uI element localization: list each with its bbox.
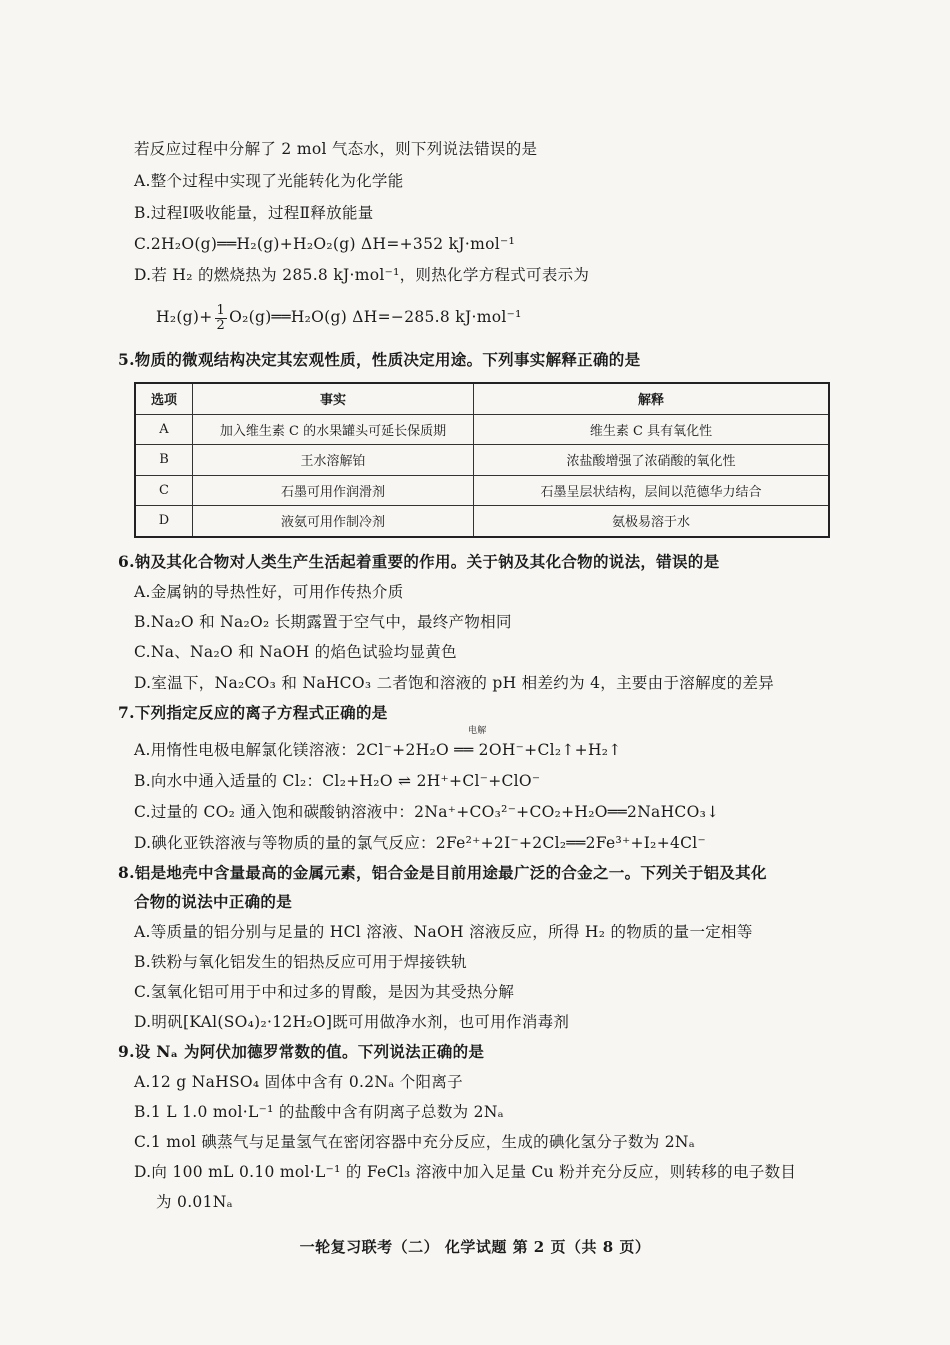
q8-option-c: C.氢氧化铝可用于中和过多的胃酸，是因为其受热分解 (134, 983, 515, 1001)
q9-option-d-continuation: 为 0.01Nₐ (156, 1193, 233, 1211)
q4-eq-right: O₂(g)══H₂O(g) ΔH=−285.8 kJ·mol⁻¹ (229, 308, 522, 326)
row-option: B (135, 445, 193, 476)
row-fact: 液氨可用作制冷剂 (193, 506, 474, 537)
q9-option-c: C.1 mol 碘蒸气与足量氢气在密闭容器中充分反应，生成的碘化氢分子数为 2Nₐ (134, 1133, 696, 1151)
q8-option-a: A.等质量的铝分别与足量的 HCl 溶液、NaOH 溶液反应，所得 H₂ 的物质的量一定相等 (134, 923, 753, 941)
q7-option-d: D.碘化亚铁溶液与等物质的量的氯气反应：2Fe²⁺+2I⁻+2Cl₂══2Fe³⁺+I₂+4Cl⁻ (134, 834, 707, 852)
table-header-row (135, 383, 829, 414)
row-explanation: 石墨呈层状结构，层间以范德华力结合 (474, 475, 830, 506)
row-fact: 石墨可用作润滑剂 (193, 475, 474, 506)
row-fact: 王水溶解铂 (193, 445, 474, 476)
row-explanation: 氨极易溶于水 (474, 506, 830, 537)
header-explanation: 解释 (474, 383, 830, 414)
row-option: A (135, 414, 193, 445)
q8-stem-line1: 8.铝是地壳中含量最高的金属元素，铝合金是目前用途最广泛的合金之一。下列关于铝及其化 (118, 863, 767, 882)
q4-option-a: A.整个过程中实现了光能转化为化学能 (134, 172, 404, 190)
half-fraction (215, 304, 228, 333)
header-fact: 事实 (193, 383, 474, 414)
row-fact: 加入维生素 C 的水果罐头可延长保质期 (193, 414, 474, 445)
q6-stem: 6.钠及其化合物对人类生产生活起着重要的作用。关于钠及其化合物的说法，错误的是 (118, 552, 720, 571)
q7-option-c: C.过量的 CO₂ 通入饱和碳酸钠溶液中：2Na⁺+CO₃²⁻+CO₂+H₂O══2NaHCO₃↓ (134, 803, 720, 821)
q4-option-d: D.若 H₂ 的燃烧热为 285.8 kJ·mol⁻¹，则热化学方程式可表示为 (134, 266, 590, 284)
q9-stem: 9.设 Nₐ 为阿伏加德罗常数的值。下列说法正确的是 (118, 1042, 485, 1061)
electrolysis-label: 电解 (468, 726, 487, 736)
q8-option-b: B.铁粉与氧化铝发生的铝热反应可用于焊接铁轨 (134, 953, 467, 971)
q4-equation (156, 302, 522, 333)
fraction-numerator: 1 (216, 302, 226, 318)
q4-stem: 若反应过程中分解了 2 mol 气态水，则下列说法错误的是 (134, 140, 538, 158)
q7-option-b: B.向水中通入适量的 Cl₂：Cl₂+H₂O ⇌ 2H⁺+Cl⁻+ClO⁻ (134, 772, 541, 790)
table-row (135, 475, 829, 506)
row-explanation: 维生素 C 具有氧化性 (474, 414, 830, 445)
table-row (135, 445, 829, 476)
q6-option-a: A.金属钠的导热性好，可用作传热介质 (134, 583, 404, 601)
row-explanation: 浓盐酸增强了浓硝酸的氧化性 (474, 445, 830, 476)
q6-option-b: B.Na₂O 和 Na₂O₂ 长期露置于空气中，最终产物相同 (134, 613, 512, 631)
header-option: 选项 (135, 383, 193, 414)
row-option: C (135, 475, 193, 506)
q4-eq-left: H₂(g)+ (156, 308, 213, 326)
table-row (135, 506, 829, 537)
q4-option-c: C.2H₂O(g)══H₂(g)+H₂O₂(g) ΔH=+352 kJ·mol⁻¹ (134, 235, 515, 253)
fraction-denominator: 2 (216, 317, 226, 333)
q7-option-a: A.用惰性电极电解氯化镁溶液：2Cl⁻+2H₂O ══ 2OH⁻+Cl₂↑+H₂↑ (134, 741, 622, 759)
q5-table (134, 382, 830, 538)
row-option: D (135, 506, 193, 537)
q9-option-a: A.12 g NaHSO₄ 固体中含有 0.2Nₐ 个阳离子 (134, 1073, 463, 1091)
q7-stem: 7.下列指定反应的离子方程式正确的是 (118, 703, 388, 722)
q6-option-d: D.室温下，Na₂CO₃ 和 NaHCO₃ 二者饱和溶液的 pH 相差约为 4，主要由于溶解度的差异 (134, 674, 775, 692)
q6-option-c: C.Na、Na₂O 和 NaOH 的焰色试验均显黄色 (134, 643, 457, 661)
q5-stem: 5.物质的微观结构决定其宏观性质，性质决定用途。下列事实解释正确的是 (118, 350, 641, 369)
q9-option-b: B.1 L 1.0 mol·L⁻¹ 的盐酸中含有阴离子总数为 2Nₐ (134, 1103, 504, 1121)
q8-option-d: D.明矾[KAl(SO₄)₂·12H₂O]既可用做净水剂，也可用作消毒剂 (134, 1013, 570, 1031)
q8-stem-line2: 合物的说法中正确的是 (134, 892, 293, 911)
page-footer: 一轮复习联考（二） 化学试题 第 2 页（共 8 页） (299, 1238, 651, 1256)
q9-option-d: D.向 100 mL 0.10 mol·L⁻¹ 的 FeCl₃ 溶液中加入足量 Cu 粉并充分反应，则转移的电子数目 (134, 1163, 797, 1181)
q4-option-b: B.过程Ⅰ吸收能量，过程Ⅱ释放能量 (134, 204, 374, 222)
table-row (135, 414, 829, 445)
